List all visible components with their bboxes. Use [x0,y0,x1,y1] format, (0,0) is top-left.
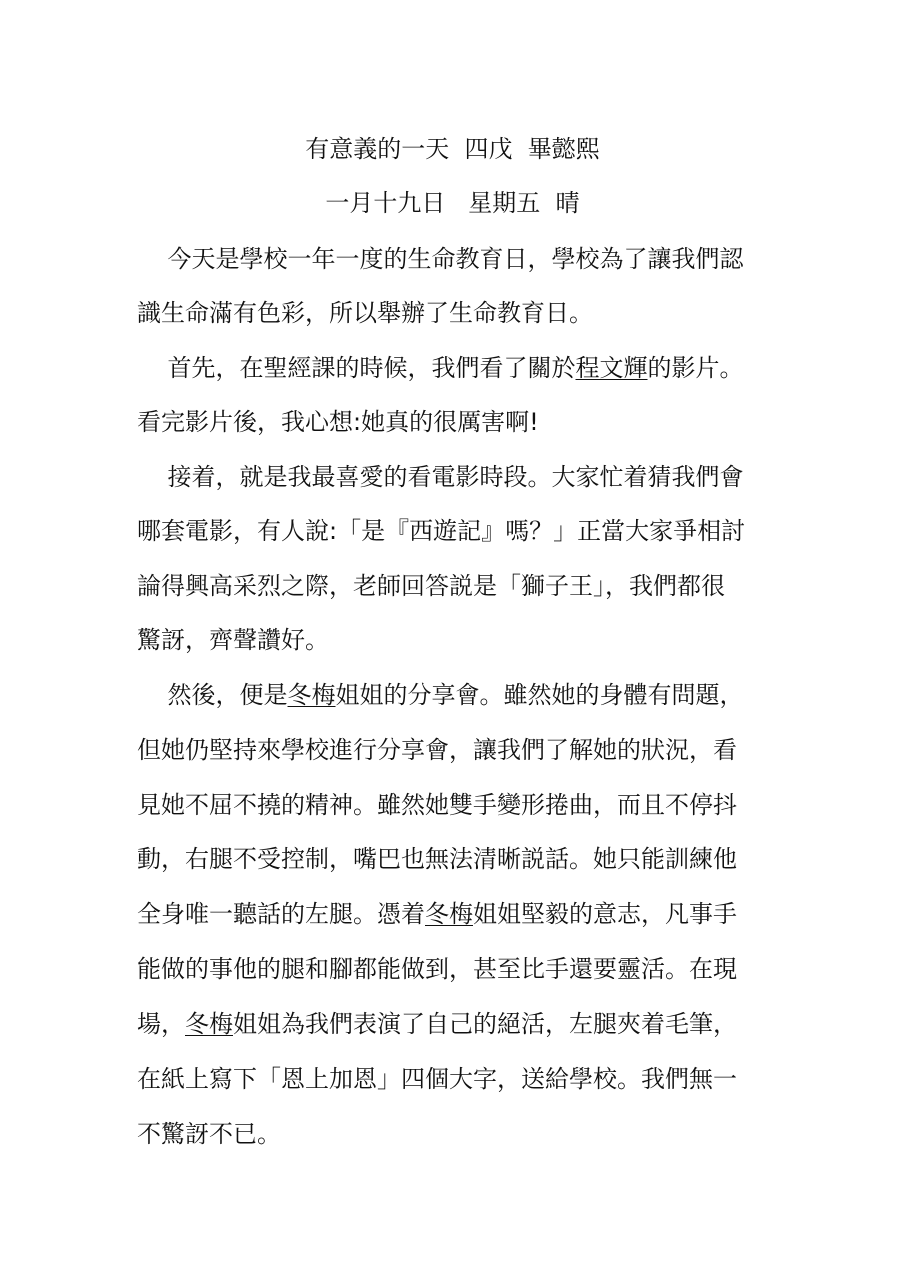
text-segment: 不驚訝不已。 [137,1120,281,1148]
text-segment: 動，右腿不受控制，嘴巴也無法清晰説話。她只能訓練他 [137,845,737,873]
text-line [137,898,737,930]
text-line [137,843,737,875]
text-line [137,515,745,547]
text-line [137,406,539,438]
underlined-name: 冬梅 [425,900,473,928]
text-line [137,461,744,493]
text-segment: 看完影片後，我心想:她真的很厲害啊! [137,408,539,436]
text-segment: 的影片。 [647,354,744,382]
text-line [137,570,725,602]
text-segment: 但她仍堅持來學校進行分享會，讓我們了解她的狀況，看 [137,736,737,764]
text-line [137,1008,737,1040]
text-segment: 今天是學校一年一度的生命教育日，學校為了讓我們認 [137,245,744,273]
text-segment: 然後，便是 [137,681,288,709]
text-segment: 論得興高采烈之際，老師回答説是「獅子王」，我們都很 [137,572,725,600]
text-segment: 姐姐的分享會。雖然她的身體有問題， [335,681,744,709]
text-line [137,789,737,821]
underlined-name: 程文輝 [575,354,648,382]
text-line [137,297,593,329]
text-segment: 場， [137,1010,185,1038]
text-segment: 在紙上寫下「恩上加恩」四個大字，送給學校。我們無一 [137,1065,737,1093]
underlined-name: 冬梅 [185,1010,233,1038]
text-segment: 識生命滿有色彩，所以舉辦了生命教育日。 [137,299,593,327]
document-title: 有意義的一天 四戊 畢懿熙 [305,135,600,163]
text-segment: 姐姐為我們表演了自己的絕活，左腿夾着毛筆， [233,1010,737,1038]
text-segment: 首先，在聖經課的時候，我們看了關於 [137,354,576,382]
date-line: 一月十九日 星期五 晴 [325,189,580,217]
underlined-name: 冬梅 [287,681,336,709]
text-segment: 哪套電影，有人說:「是『西遊記』嗎？」正當大家爭相討 [137,517,746,545]
text-line [137,1063,737,1095]
text-line [137,679,744,711]
text-line [137,624,329,656]
text-segment: 見她不屈不撓的精神。雖然她雙手變形捲曲，而且不停抖 [137,791,737,819]
text-line [137,953,737,985]
text-line [137,352,744,384]
text-segment: 能做的事他的腿和腳都能做到，甚至比手還要靈活。在現 [137,955,737,983]
text-segment: 姐姐堅毅的意志，凡事手 [473,900,737,928]
text-segment: 接着，就是我最喜愛的看電影時段。大家忙着猜我們會 [137,463,744,491]
text-segment: 全身唯一聽話的左腿。憑着 [137,900,425,928]
text-line [137,1118,281,1150]
text-line [137,734,737,766]
text-segment: 驚訝，齊聲讚好。 [137,626,329,654]
text-line [137,243,744,275]
